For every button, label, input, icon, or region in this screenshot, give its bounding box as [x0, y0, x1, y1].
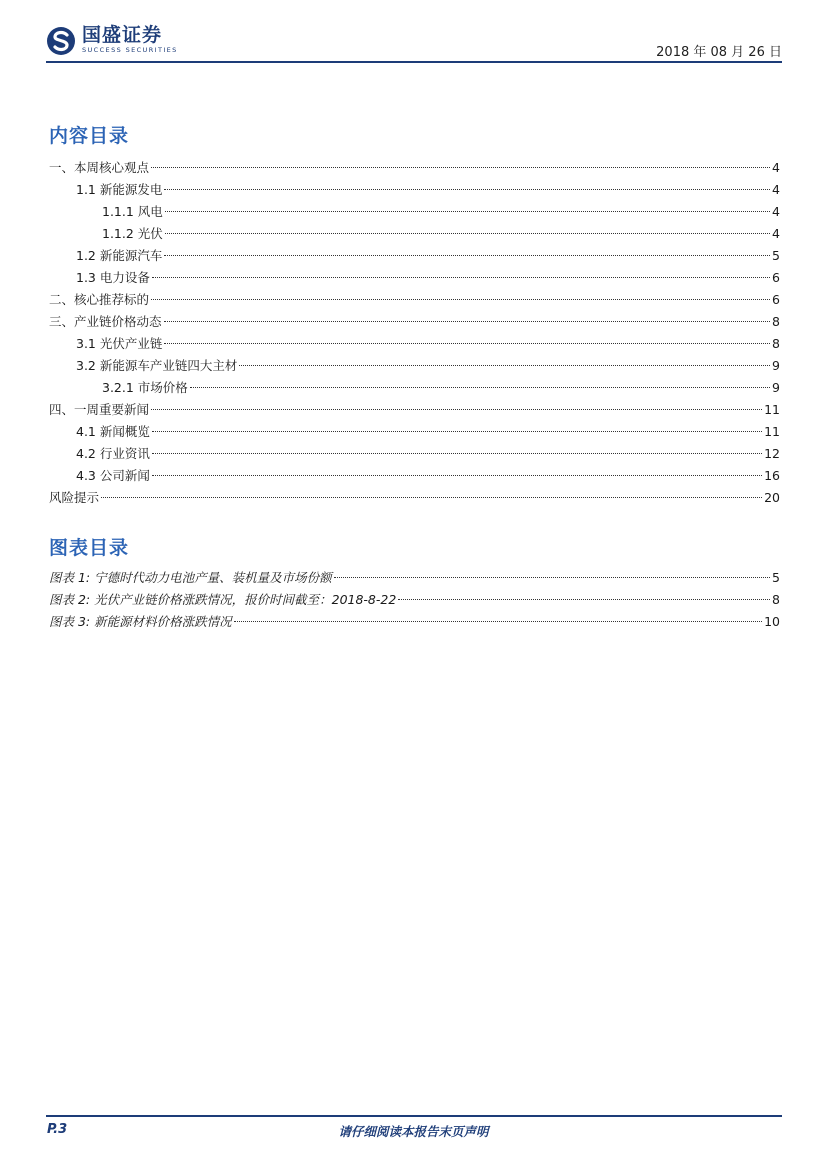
toc-entry-page: 4 [772, 182, 780, 197]
toc-entry-label: 4.1 新闻概览 [76, 424, 150, 439]
dot-leader [152, 277, 770, 278]
toc-entry[interactable] [49, 465, 780, 487]
footer-divider [46, 1115, 782, 1117]
toc-entry-label: 3.2.1 市场价格 [102, 380, 188, 395]
toc-entry[interactable] [49, 487, 780, 509]
figure-toc-entry[interactable] [49, 589, 780, 611]
toc-list [49, 157, 780, 509]
toc-entry-page: 8 [772, 336, 780, 351]
toc-entry-page: 5 [772, 570, 780, 585]
toc-entry-label: 1.1.1 风电 [102, 204, 163, 219]
header-divider [46, 61, 782, 63]
toc-entry-label: 风险提示 [49, 490, 100, 505]
toc-entry-label: 图表 3: 新能源材料价格涨跌情况 [49, 614, 232, 629]
toc-entry[interactable] [49, 333, 780, 355]
logo-icon [46, 26, 76, 56]
dot-leader [151, 299, 770, 300]
toc-entry-page: 12 [764, 446, 780, 461]
toc-entry-label: 二、核心推荐标的 [49, 292, 150, 307]
dot-leader [152, 431, 762, 432]
page-header [46, 24, 782, 62]
toc-entry[interactable] [49, 201, 780, 223]
dot-leader [164, 189, 770, 190]
toc-entry-page: 9 [772, 358, 780, 373]
toc-entry-page: 9 [772, 380, 780, 395]
toc-entry-page: 10 [764, 614, 780, 629]
dot-leader [152, 453, 762, 454]
logo-chinese-name: 国盛证券 [82, 24, 163, 46]
toc-entry-page: 8 [772, 314, 780, 329]
dot-leader [152, 475, 762, 476]
toc-entry-label: 三、产业链价格动态 [49, 314, 162, 329]
company-logo [46, 24, 178, 56]
disclaimer-note: 请仔细阅读本报告末页声明 [338, 1124, 489, 1139]
toc-entry[interactable] [49, 311, 780, 333]
figure-toc-entry[interactable] [49, 567, 780, 589]
toc-entry[interactable] [49, 377, 780, 399]
toc-entry-label: 1.1.2 光伏 [102, 226, 163, 241]
dot-leader [165, 233, 770, 234]
dot-leader [151, 409, 762, 410]
toc-entry-page: 6 [772, 270, 780, 285]
dot-leader [190, 387, 770, 388]
dot-leader [151, 167, 770, 168]
logo-english-name: SUCCESS SECURITIES [82, 46, 178, 54]
toc-entry[interactable] [49, 399, 780, 421]
toc-entry[interactable] [49, 355, 780, 377]
toc-entry-page: 4 [772, 204, 780, 219]
toc-title: 内容目录 [49, 125, 130, 147]
toc-entry[interactable] [49, 443, 780, 465]
toc-entry-label: 一、本周核心观点 [49, 160, 150, 175]
dot-leader [334, 577, 770, 578]
toc-entry-label: 4.3 公司新闻 [76, 468, 150, 483]
toc-entry-page: 11 [764, 402, 780, 417]
toc-entry[interactable] [49, 223, 780, 245]
toc-entry-label: 图表 2: 光伏产业链价格涨跌情况，报价时间截至：2018-8-22 [49, 592, 397, 607]
toc-entry-page: 5 [772, 248, 780, 263]
toc-entry[interactable] [49, 289, 780, 311]
toc-entry[interactable] [49, 421, 780, 443]
toc-entry-label: 3.1 光伏产业链 [76, 336, 163, 351]
dot-leader [234, 621, 762, 622]
dot-leader [164, 255, 770, 256]
toc-entry[interactable] [49, 179, 780, 201]
dot-leader [398, 599, 770, 600]
dot-leader [164, 343, 770, 344]
toc-entry-page: 4 [772, 226, 780, 241]
toc-entry-label: 图表 1: 宁德时代动力电池产量、装机量及市场份额 [49, 570, 332, 585]
toc-entry-label: 四、一周重要新闻 [49, 402, 150, 417]
toc-entry-label: 1.1 新能源发电 [76, 182, 163, 197]
dot-leader [164, 321, 771, 322]
toc-entry-label: 3.2 新能源车产业链四大主材 [76, 358, 238, 373]
toc-entry-label: 1.2 新能源汽车 [76, 248, 163, 263]
dot-leader [165, 211, 770, 212]
toc-entry-label: 1.3 电力设备 [76, 270, 150, 285]
figure-toc-entry[interactable] [49, 611, 780, 633]
toc-entry-page: 8 [772, 592, 780, 607]
toc-entry[interactable] [49, 267, 780, 289]
toc-entry-page: 4 [772, 160, 780, 175]
toc-entry[interactable] [49, 245, 780, 267]
report-date: 2018 年 08 月 26 日 [656, 45, 782, 60]
toc-entry-page: 11 [764, 424, 780, 439]
toc-entry-label: 4.2 行业资讯 [76, 446, 150, 461]
dot-leader [239, 365, 770, 366]
toc-entry-page: 20 [764, 490, 780, 505]
page-number: P.3 [47, 1122, 68, 1137]
toc-entry-page: 6 [772, 292, 780, 307]
figures-toc-title: 图表目录 [49, 537, 130, 559]
toc-entry-page: 16 [764, 468, 780, 483]
figures-toc-list [49, 567, 780, 633]
toc-entry[interactable] [49, 157, 780, 179]
dot-leader [101, 497, 762, 498]
